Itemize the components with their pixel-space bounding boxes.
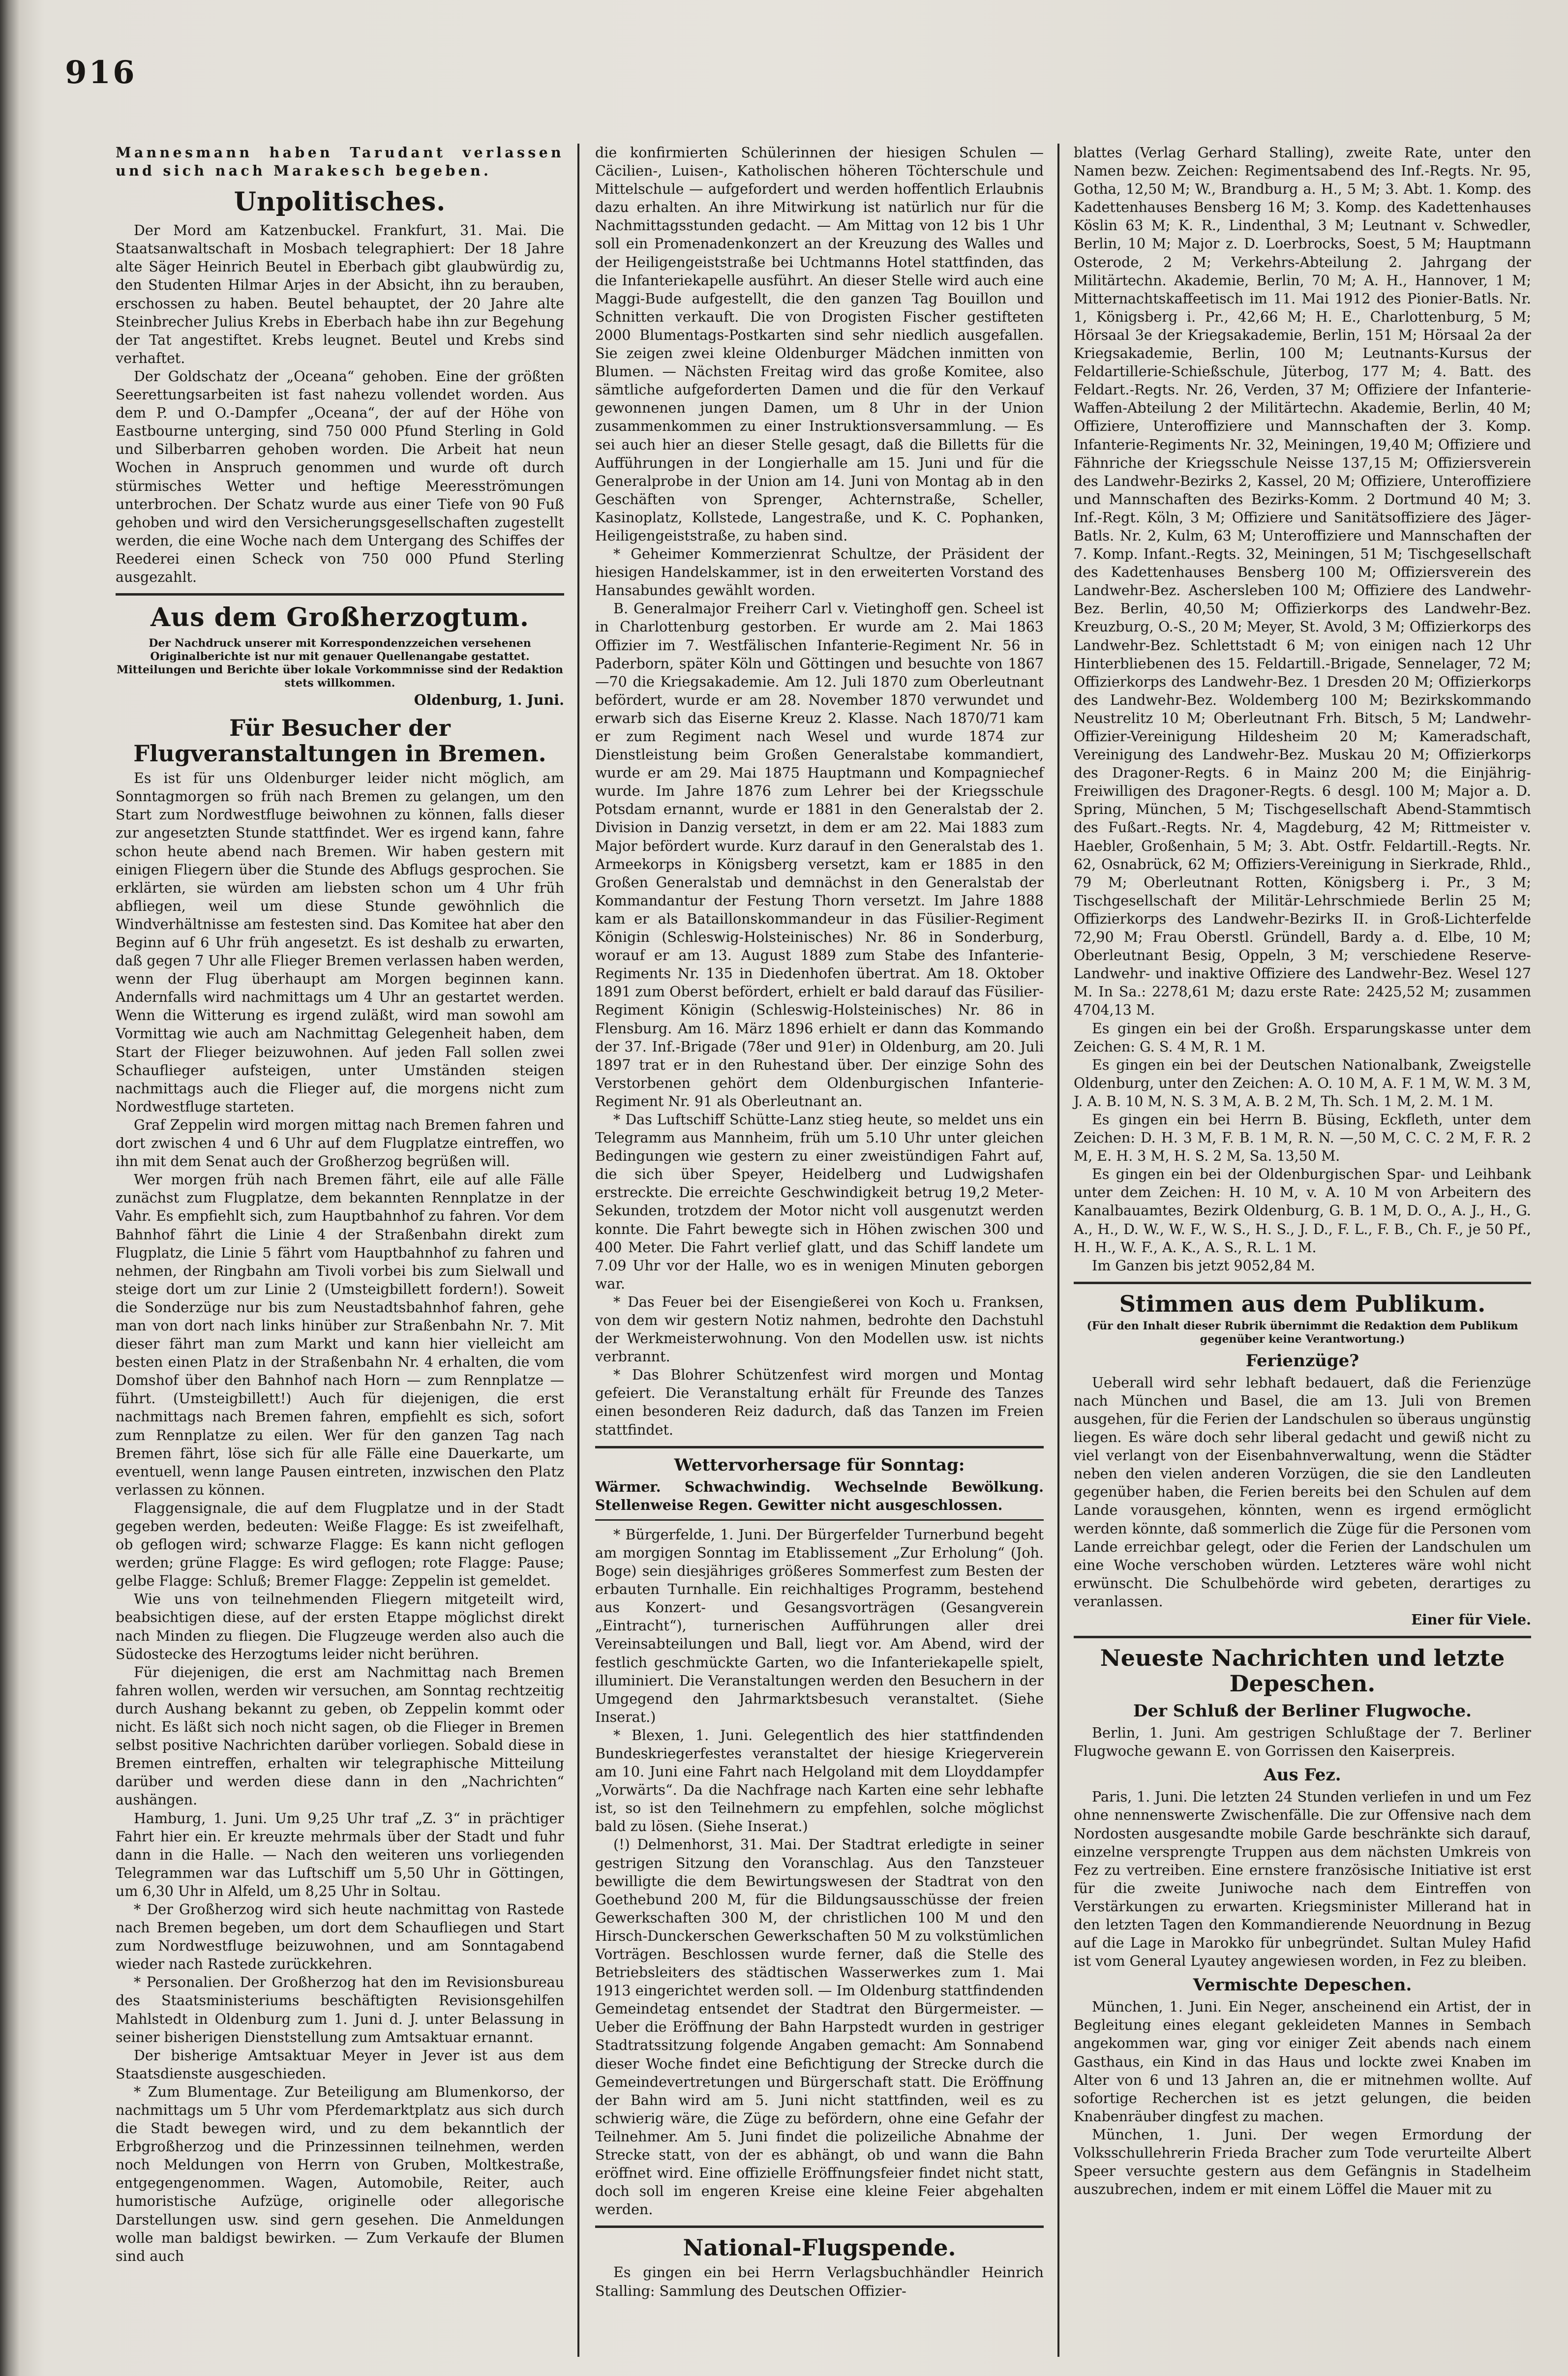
page-number: 916 (65, 54, 137, 91)
article-delmenhorst: (!) Delmenhorst, 31. Mai. Der Stadtrat erledigte in seiner gestrigen Sitzung den Voranschlag. Aus den Tanzsteuer bewilligte die dem Bewirtungswesen der Stadtrat von den Goethebund 200 M, für die Bildungsausschüsse der freien Gewerkschaften 300 M, der christlichen 100 M und den Hirsch-Dunckerschen Gewerkschaften 50 M zu volkstümlichen Vorträgen. Beschlossen wurde ferner, daß die Stelle des Betriebsleiters des städtischen Wasserwerkes zum 1. Mai 1913 eingerichtet werden soll. — Im Oldenburg stattfindenden Gemeindetag entsendet der Stadtrat den Bürgermeister. — Ueber die Eröffnung der Bahn Harpstedt wurden in gestriger Stadtratssitzung folgende Angaben gemacht: Am Sonnabend dieser Woche findet eine Befichtigung der Strecke durch die Gemeindevertretungen und Bürgerschaft statt. Die Eröffnung der Bahn wird am 5. Juni nicht stattfinden, weil es zu schwierig wäre, die Züge zu befördern, ohne eine Gefahr der Teilnehmer. Am 5. Juni findet die polizeiliche Abnahme der Strecke statt, von der es abhängt, ob und wann die Bahn eröffnet wird. Eine offizielle Eröffnungsfeier findet nicht statt, doch soll im engeren Kreise eine kleine Feier abgehalten werden. (595, 1836, 1044, 2218)
donation-total: Im Ganzen bis jetzt 9052,84 M. (1092, 1257, 1315, 1274)
heading-fez: Aus Fez. (1264, 1765, 1341, 1785)
divider (1074, 1282, 1531, 1284)
article-schultze: * Geheimer Kommerzienrat Schultze, der Präsident der hiesigen Handelskammer, ist in den erweiterten Vorstand des Hansabundes gewählt worden. (595, 546, 1044, 599)
article-flug-route: Wie uns von teilnehmenden Fliegern mitgeteilt wird, beabsichtigen diese, auf der ersten Etappe möglichst direkt nach Minden zu fliegen. Die Flugzeuge werden also auch die Südostecke des Herzogtums leider nicht berühren. (116, 1591, 564, 1662)
rubric-disclaimer: (Für den Inhalt dieser Rubrik übernimmt die Redaktion dem Publikum gegenüber keine Verantwortung.) (1086, 1319, 1518, 1346)
article-grossherzog: * Der Großherzog wird sich heute nachmittag von Rastede nach Bremen begeben, um dort dem Schaufliegen und Start zum Nordwestfluge beizuwohnen, und am Sonntagabend wieder nach Rastede zurückkehren. (116, 1901, 564, 1973)
article-schuetzenfest: * Das Blohrer Schützenfest wird morgen und Montag gefeiert. Die Veranstaltung erhält für Freunde des Tanzes einen besonderen Reiz dadurch, daß das Tanzen im Freien stattfindet. (595, 1367, 1044, 1438)
intro-text: Mannesmann haben Tarudant verlassen und sich nach Marakesch begeben. (116, 144, 564, 180)
divider (595, 1446, 1044, 1448)
divider (595, 1519, 1044, 1521)
article-flugspende: Es gingen ein bei Herrn Verlagsbuchhändler Heinrich Stalling: Sammlung des Deutschen Offizier- (595, 2264, 1044, 2299)
column-rule-right (1057, 144, 1059, 2357)
article-vietinghoff: B. Generalmajor Freiherr Carl v. Vietinghoff gen. Scheel ist in Charlottenburg gestorben. Er wurde am 2. Mai 1863 Offizier im 7. Westfälischen Infanterie-Regiment Nr. 56 in Paderborn, später Köln und Göttingen und besuchte von 1867—70 die Kriegsakademie. Am 12. Juli 1870 zum Oberleutnant befördert, wurde er am 28. November 1870 verwundet und erwarb sich das Eiserne Kreuz 2. Klasse. Nach 1870/71 kam er zum Regiment nach Wesel und wurde 1874 zur Dienstleistung beim Großen Generalstabe kommandiert, wurde er am 29. Mai 1875 Hauptmann und Kompagniechef wurde. Im Jahre 1876 zum Lehrer bei der Kriegsschule Potsdam ernannt, wurde er 1881 in den Generalstab der 2. Division in Danzig versetzt, in dem er am 22. Mai 1883 zum Major befördert wurde. Kurz darauf in den Generalstab des 1. Armeekorps in Königsberg versetzt, kam er 1885 in den Großen Generalstab und demnächst in den Generalstab der Kommandantur der Festung Thorn versetzt. Im Jahre 1888 kam er als Bataillonskommandeur in das Füsilier-Regiment Königin (Schleswig-Holsteinisches) Nr. 86 in Sonderburg, worauf er am 13. August 1889 zum Stabe des Infanterie-Regiments Nr. 135 in Diedenhofen übertrat. Am 18. Oktober 1891 zum Oberst befördert, erhielt er bald darauf das Füsilier-Regiment Königin (Schleswig-Holsteinisches) Nr. 86 in Flensburg. Am 16. März 1896 erhielt er dann das Kommando der 37. Inf.-Brigade (78er und 91er) in Oldenburg, am 20. Juli 1897 trat er in den Ruhestand über. Der einzige Sohn des Verstorbenen gehört dem Oldenburgischen Infanterie-Regiment Nr. 91 als Oberleutnant an. (595, 601, 1044, 1110)
article-flug-zeppelin: Graf Zeppelin wird morgen mittag nach Bremen fahren und dort zwischen 4 und 6 Uhr auf dem Flugplatze eintreffen, wo ihn mit dem Senat auch der Großherzog begrüßen will. (116, 1116, 564, 1170)
donation-list: blattes (Verlag Gerhard Stalling), zweite Rate, unter den Namen bezw. Zeichen: Regimentsabend des Inf.-Regts. Nr. 95, Gotha, 12,50 M; W., Brandburg a. H., 5 M; 3. Abt. 1. Komp. des Kadettenhauses Bensberg 16 M; 3. Komp. des Kadettenhauses Köslin 63 M; K. R., Lindenthal, 3 M; Leutnant v. Schwedler, Berlin, 10 M; Major z. D. Loerbrocks, Soest, 5 M; Hauptmann Osterode, 2 M; Verkehrs-Abteilung 2. Jahrgang der Militärtechn. Akademie, Berlin, 70 M; A. H., Hannover, 1 M; Mitternachtskaffeetisch im 11. Mai 1912 des Pionier-Batls. Nr. 1, Königsberg i. Pr., 42,66 M; H. E., Charlottenburg, 5 M; Hörsaal 3e der Kriegsakademie, Berlin, 151 M; Hörsaal 2a der Kriegsakademie, Berlin, 100 M; Leutnants-Kursus der Feldartillerie-Schießschule, Jüterbog, 177 M; 4. Batt. des Feldart.-Regts. Nr. 26, Verden, 37 M; Offiziere der Infanterie-Waffen-Abteilung 2 der Militärtechn. Akademie, Berlin, 40 M; Offiziere, Unteroffiziere und Mannschaften der 3. Komp. Infanterie-Regiments Nr. 32, Meiningen, 19,40 M; Offiziere und Fähnriche der Kriegsschule Neisse 137,15 M; Offiziersverein des Landwehr-Bezirks 2, Kassel, 20 M; Offiziere, Unteroffiziere und Mannschaften des Bezirks-Komm. 2 Dortmund 40 M; 3. Inf.-Regt. Köln, 3 M; Offiziere und Sanitätsoffiziere des Jäger-Batls. Nr. 2, Kulm, 63 M; Unteroffiziere und Mannschaften der 7. Komp. Infant.-Regts. 32, Meiningen, 51 M; Tischgesellschaft des Kadettenhauses Bensberg 100 M; Offiziersverein des Landwehr-Bez. Aschersleben 100 M; Offiziere des Landwehr-Bez. Berlin, 40,50 M; Offizierkorps des Landwehr-Bez. Kreuzburg, O.-S., 20 M; Meyer, St. Avold, 3 M; Offizierkorps des Landwehr-Bez. Schlettstadt 6 M; von einigen nach 12 Uhr Hinterbliebenen des 15. Feldartill.-Brigade, Sennelager, 72 M; Offizierkorps des Landwehr-Bez. 1 Dresden 20 M; Offizierkorps des Landwehr-Bez. Woldemberg 100 M; Bezirkskommando Neustrelitz 10 M; Oberleutnant Frh. Bitsch, 5 M; Landwehr-Offizier-Vereinigung Hildesheim 20 M; Kameradschaft, Vereinigung des Landwehr-Bez. Muskau 20 M; Offizierkorps des Dragoner-Regts. 6 in Mainz 200 M; die Einjährig-Freiwilligen des Dragoner-Regts. 6 desgl. 100 M; Major a. D. Spring, München, 5 M; Tischgesellschaft Abend-Stammtisch des Fußart.-Regts. Nr. 4, Magdeburg, 42 M; Rittmeister v. Haebler, Großenhain, 5 M; 3. Abt. Ostfr. Feldartill.-Regts. Nr. 62, Osnabrück, 62 M; Offiziers-Vereinigung in Sierkrade, Rhld., 79 M; Oberleutnant Rotten, Königsberg i. Pr., 3 M; Tischgesellschaft der Militär-Lehrschmiede Berlin 25 M; Offizierkorps des Landwehr-Bezirks II. in Groß-Lichterfelde 72,90 M; Frau Oberstl. Gründell, Bardy a. d. Elbe, 10 M; Oberleutnant Besig, Oppeln, 3 M; verschiedene Reserve-Landwehr- und inaktive Offiziere des Landwehr-Bez. Wesel 127 M. In Sa.: 2278,61 M; dazu erste Rate: 2425,52 M; zusammen 4704,13 M. (1074, 145, 1531, 1019)
article-muenchen-2: München, 1. Juni. Der wegen Ermordung der Volksschullehrerin Frieda Bracher zum Tode verurteilte Albert Speer versuchte gestern aus dem Gefängnis in Stadelheim auszubrechen, indem er mit einem Löffel die Mauer mit zu (1074, 2126, 1531, 2198)
article-buergerfelde: * Bürgerfelde, 1. Juni. Der Bürgerfelder Turnerbund begeht am morgigen Sonntag im Etablissement „Zur Erholung“ (Joh. Boge) sein diesjähriges größeres Sommerfest zum Besten der erbauten Turnhalle. Ein reichhaltiges Programm, bestehend aus Konzert- und Gesangsvorträgen (Gesangverein „Eintracht“), turnerischen Aufführungen aller drei Vereinsabteilungen und Ball, liegt vor. Am Abend, wird der festlich geschmückte Garten, wo die Infanteriekapelle spielt, illuminiert. Die Veranstaltungen werden den Besuchern in der Umgegend den Jahrmarktsbesuch veranstaltet. (Siehe Inserat.) (595, 1526, 1044, 1725)
heading-ferienzuege: Ferienzüge? (1245, 1351, 1359, 1371)
article-blexen: * Blexen, 1. Juni. Gelegentlich des hier stattfindenden Bundeskriegerfestes veranstaltet der hiesige Kriegerverein am 10. Juni eine Fahrt nach Helgoland mit dem Lloyddampfer „Vorwärts“. Da die Nachfrage nach Karten eine sehr lebhafte ist, so ist den Teilnehmern zu empfehlen, solche möglichst bald zu lösen. (Siehe Inserat.) (595, 1727, 1044, 1835)
donation-buesing: Es gingen ein bei Herrn B. Büsing, Eckfleth, unter dem Zeichen: D. H. 3 M, F. B. 1 M, R. N. —,50 M, C. C. 2 M, F. R. 2 M, E. H. 3 M, H. S. 2 M, Sa. 13,50 M. (1074, 1111, 1531, 1165)
article-meyer: Der bisherige Amtsaktuar Meyer in Jever ist aus dem Staatsdienste ausgeschieden. (116, 2047, 564, 2082)
article-muenchen-1: München, 1. Juni. Ein Neger, anscheinend ein Artist, der in Begleitung eines elegant gekleideten Mannes in Sembach angekommen war, ging vor einiger Zeit abends nach einem Gasthaus, ein Kind in das Haus und lockte zwei Knaben im Alter von 6 und 13 Jahren an, die er mitnehmen wollte. Auf sofortige Recherchen ist es jetzt gelungen, die beiden Knabenräuber dingfest zu machen. (1074, 1999, 1531, 2125)
dateline: Oldenburg, 1. Juni. (414, 692, 564, 709)
article-feuer: * Das Feuer bei der Eisengießerei von Koch u. Franksen, von dem wir gestern Notiz nahmen, bedrohte den Dachstuhl der Werkmeisterwohnung. Von den Modellen usw. ist nichts verbrannt. (595, 1293, 1044, 1365)
article-blumentag: * Zum Blumentage. Zur Beteiligung am Blumenkorso, der nachmittags um 5 Uhr vom Pferdemarktplatz aus sich durch die Stadt bewegen wird, und zu dem bekanntlich der Erbgroßherzog und die Prinzessinnen teilnehmen, werden noch Meldungen von Herrn von Gruben, Moltkestraße, entgegengenommen. Wagen, Automobile, Reiter, auch humoristische Aufzüge, originelle oder allegorische Darstellungen usw. sind gern gesehen. Die Anmeldungen wolle man baldigst bewirken. — Zum Verkaufe der Blumen sind auch (116, 2083, 564, 2264)
column-rule-left (577, 144, 579, 2357)
weather-forecast: Wärmer. Schwachwindig. Wechselnde Bewölkung. Stellenweise Regen. Gewitter nicht ausgeschlossen. (595, 1478, 1044, 1513)
divider (116, 593, 564, 596)
heading-unpolitisches: Unpolitisches. (234, 187, 446, 217)
article-katzenbuckel: Der Mord am Katzenbuckel. Frankfurt, 31. Mai. Die Staatsanwaltschaft in Mosbach telegraphiert: Der 18 Jahre alte Säger Heinrich Beutel in Eberbach gibt glaubwürdig zu, den Studenten Hilmar Arjes in der Absicht, ihn zu berauben, erschossen zu haben. Beutel behauptet, der 20 Jahre alte Steinbrecher Julius Krebs in Eberbach habe ihn zur Begehung der Tat angestiftet. Krebs leugnet. Beutel und Krebs sind verhaftet. (116, 222, 564, 366)
article-flaggensignale: Flaggensignale, die auf dem Flugplatze und in der Stadt gegeben werden, bedeuten: Weiße Flagge: Es ist zweifelhaft, ob geflogen wird; schwarze Flagge: Es kann nicht geflogen werden; grüne Flagge: Es wird geflogen; rote Flagge: Pause; gelbe Flagge: Schluß; Bremer Flagge: Zeppelin ist gemeldet. (116, 1500, 564, 1590)
article-oceana: Der Goldschatz der „Oceana“ gehoben. Eine der größten Seerettungsarbeiten ist fast nahezu vollendet worden. Aus dem P. und O.-Dampfer „Oceana“, der auf der Höhe von Eastbourne unterging, sind 750 000 Pfund Sterling in Gold und Silberbarren gehoben worden. Die Arbeit hat neun Wochen in Anspruch genommen und wurde oft durch stürmisches Wetter und heftige Meeresströmungen unterbrochen. Der Schatz wurde aus einer Tiefe von 90 Fuß gehoben und wird den Versicherungsgesellschaften zugestellt werden, die eine Woche nach dem Untergang des Schiffes der Reederei einen Scheck von 750 000 Pfund Sterling ausgezahlt. (116, 368, 564, 585)
heading-grossherzogtum: Aus dem Großherzogtum. (151, 602, 529, 633)
article-paris: Paris, 1. Juni. Die letzten 24 Stunden verliefen in und um Fez ohne nennenswerte Zwischenfälle. Die zur Offensive nach dem Nordosten ausgesandte mobile Garde beschränkte sich darauf, einzelne versprengte Truppen aus dem nächsten Umkreis von Fez zu vertreiben. Eine ernstere französische Initiative ist erst für die zweite Juniwoche nach dem Eintreffen von Verstärkungen zu erwarten. Kriegsminister Millerand hat in den letzten Tagen den Kommandierende Neuordnung in Bezug auf die Lage in Marokko für unbegründet. Sultan Muley Hafid ist vom General Lyautey angewiesen worden, in Fez zu bleiben. (1074, 1789, 1531, 1970)
letter-signature: Einer für Viele. (1411, 1611, 1531, 1628)
heading-wettervorhersage: Wettervorhersage für Sonntag: (674, 1455, 965, 1475)
heading-neueste-nachrichten: Neueste Nachrichten und letzte Depeschen. (1100, 1645, 1505, 1697)
heading-flugwoche: Der Schluß der Berliner Flugwoche. (1133, 1701, 1472, 1721)
column-3 (1074, 144, 1531, 2198)
donation-leihbank: Es gingen ein bei der Oldenburgischen Spar- und Leihbank unter dem Zeichen: H. 10 M, v. A. 10 M von Arbeitern des Kanalbauamtes, Bezirk Oldenburg, G. B. 1 M, D. O., A. J., H., G. A., H., D. W., W. F., W. S., H. S., J. D., F. L., F. B., Ch. F., je 50 Pf., H. H., W. F., A. K., A. S., R. L. 1 M. (1074, 1166, 1531, 1256)
letter-ferienzuege: Ueberall wird sehr lebhaft bedauert, daß die Ferienzüge nach München und Basel, die am 13. Juli von Bremen ausgehen, für die Ferien der Landschulen so überaus ungünstig liegen. Es wäre doch sehr liberal gedacht und gewiß nicht zu viel verlangt von der Eisenbahnverwaltung, wenn die Städter neben den vielen anderen Vorzügen, die sie den Landleuten gegenüber haben, die Ferien bereits bei den Schulen auf dem Lande vorausgehen, könnten, wenn es irgend ermöglicht werden könnte, daß sommerlich die Züge für die Personen vom Lande erreichbar gelegt, oder die Ferien der Landschulen um eine Woche verschoben würden. Letzteres wäre wohl nicht erwünscht. Die Schulbehörde wird gebeten, derartiges zu veranlassen. (1074, 1374, 1531, 1610)
divider (595, 2226, 1044, 2228)
reprint-notice: Der Nachdruck unserer mit Korrespondenzzeichen versehenen Originalberichte ist nur mit genauer Quellenangabe gestattet. Mitteilungen und Berichte über lokale Vorkommnisse sind der Redaktion stets willkommen. (116, 637, 564, 690)
column-1 (116, 144, 564, 2265)
heading-stimmen: Stimmen aus dem Publikum. (1119, 1290, 1486, 1317)
heading-vermischte: Vermischte Depeschen. (1193, 1975, 1412, 1995)
article-schuette-lanz: * Das Luftschiff Schütte-Lanz stieg heute, so meldet uns ein Telegramm aus Mannheim, früh um 5.10 Uhr unter gleichen Bedingungen wie gestern zu einer zweistündigen Fahrt auf, die sich über Speyer, Heidelberg und Ludwigshafen erstreckte. Die erreichte Geschwindigkeit betrug 19,2 Meter-Sekunden, trotzdem der Motor nicht voll ausgenutzt werden konnte. Die Fahrt bewegte sich in Höhen zwischen 300 und 400 Meter. Die Fahrt verlief glatt, und das Schiff landete um 7.09 Uhr vor der Halle, wo es in wenigen Minuten geborgen war. (595, 1111, 1044, 1292)
donation-nationalbank: Es gingen ein bei der Deutschen Nationalbank, Zweigstelle Oldenburg, unter den Zeichen: A. O. 10 M, A. F. 1 M, W. M. 3 M, J. A. B. 10 M, N. S. 3 M, A. B. 2 M, Th. Sch. 1 M, 2. M. 1 M. (1074, 1056, 1531, 1110)
article-flug-p1: Es ist für uns Oldenburger leider nicht möglich, am Sonntagmorgen so früh nach Bremen zu gelangen, um den Start zum Nordwestfluge beiwohnen zu können, falls dieser zur angesetzten Stunde stattfindet. Wer es irgend kann, fahre schon heute abend nach Bremen. Wir haben gestern mit einigen Fliegern über die Stunde des Abflugs gesprochen. Sie erklärten, sie würden am liebsten schon um 4 Uhr früh abfliegen, weil um diese Stunde gewöhnlich die Windverhältnisse am festesten sind. Das Komitee hat aber den Beginn auf 6 Uhr früh angesetzt. Es ist deshalb zu erwarten, daß gegen 7 Uhr alle Flieger Bremen verlassen haben werden, wenn der Flug überhaupt am Morgen beginnen kann. Andernfalls wird nachmittags um 4 Uhr an gestartet werden. Wenn die Witterung es irgend zuläßt, wird man sowohl am Vormittag wie auch am Nachmittag Gelegenheit haben, dem Start der Flieger beizuwohnen. Auf jeden Fall sollen zwei Schauflieger aufsteigen, unter Umständen steigen nachmittags auch die Flieger auf, die morgens nicht zum Nordwestfluge starteten. (116, 770, 564, 1115)
article-personalien: * Personalien. Der Großherzog hat den im Revisionsbureau des Staatsministeriums beschäftigten Revisionsgehilfen Mahlstedt in Oldenburg zum 1. Juni d. J. unter Belassung in seiner bisherigen Dienststellung zum Amtsaktuar ernannt. (116, 1974, 564, 2045)
donation-ersparungskasse: Es gingen ein bei der Großh. Ersparungskasse unter dem Zeichen: G. S. 4 M, R. 1 M. (1074, 1020, 1531, 1055)
heading-flugveranstaltungen: Für Besucher der Flugveranstaltungen in Bremen. (133, 715, 546, 767)
article-flug-afternoon: Für diejenigen, die erst am Nachmittag nach Bremen fahren wollen, werden wir versuchen, am Sonntag rechtzeitig durch Aushang bekannt zu geben, ob Zeppelin kommt oder nicht. Es läßt sich noch nicht sagen, ob die Flieger in Bremen selbst positive Nachrichten darüber vorliegen. Sobald diese in Bremen eintreffen, erhalten wir telegraphische Mitteilung darüber und werden diese dann in den „Nachrichten“ aushängen. (116, 1664, 564, 1808)
article-berlin: Berlin, 1. Juni. Am gestrigen Schlußtage der 7. Berliner Flugwoche gewann E. von Gorrissen den Kaiserpreis. (1074, 1725, 1531, 1760)
heading-national-flugspende: National-Flugspende. (683, 2234, 956, 2261)
article-hamburg: Hamburg, 1. Juni. Um 9,25 Uhr traf „Z. 3“ in prächtiger Fahrt hier ein. Er kreuzte mehrmals über der Stadt und fuhr dann in die Halle. — Nach den weiteren uns vorliegenden Telegrammen war das Luftschiff um 5,50 Uhr in Göttingen, um 6,30 Uhr in Alfeld, um 8,25 Uhr in Soltau. (116, 1810, 564, 1899)
column-2 (595, 144, 1044, 2300)
divider (1074, 1636, 1531, 1638)
article-blumentag-cont: die konfirmierten Schülerinnen der hiesigen Schulen — Cäcilien-, Luisen-, Katholischen höheren Töchterschule und Mittelschule — aufgefordert und werden hoffentlich Erlaubnis dazu erhalten. An ihre Mitwirkung ist natürlich nur für die Nachmittagsstunden gedacht. — Am Mittag von 12 bis 1 Uhr soll ein Promenadenkonzert an der Kreuzung des Walles und der Heiligengeiststraße bei Uchtmanns Hotel stattfinden, das die Infanteriekapelle ausführt. An dieser Stelle wird auch eine Maggi-Bude aufgestellt, die den ganzen Tag Bouillon und Schnitten verkauft. Die von Drogisten Fischer gestifteten 2000 Blumentags-Postkarten sind sehr niedlich ausgefallen. Sie zeigen zwei kleine Oldenburger Mädchen inmitten von Blumen. — Nächsten Freitag wird das große Komitee, also sämtliche aufgeforderten Damen und die für den Verkauf gewonnenen jungen Damen, um 8 Uhr in der Union zusammenkommen zu einer Instruktionsversammlung. — Es sei auch hier an dieser Stelle gesagt, daß die Billetts für die Aufführungen in der Longierhalle am 15. Juni und für die Generalprobe in der Union am 14. Juni von Montag ab in den Geschäften von Sprenger, Achternstraße, Scheller, Kasinoplatz, Kollstede, Langestraße, und K. C. Pophanken, Heiligengeiststraße, zu haben sind. (595, 145, 1044, 544)
article-flug-directions: Wer morgen früh nach Bremen fährt, eile auf alle Fälle zunächst zum Flugplatze, dem bekannten Rennplatze in der Vahr. Es empfiehlt sich, zum Hauptbahnhof zu fahren. Vor dem Bahnhof fährt die Linie 4 der Straßenbahn direkt zum Flugplatz, die Linie 5 fährt vom Hauptbahnhof zu fahren und nehmen, der Ringbahn am Tivoli vorbei bis zum Sielwall und steige dort um zur Linie 2 (Umsteigbillett fordern!). Soweit die Sonderzüge nur bis zum Neustadtsbahnhof fahren, gehe man von dort nach links hinüber zur Straßenbahn Nr. 7. Mit dieser fährt man zum Markt und kann hier vielleicht am besten einen Platz in der Straßenbahn Nr. 4 erhalten, die vom Domshof über den Bahnhof nach Horn — zum Rennplatze — führt. (Umsteigbillett!) Auch für diejenigen, die erst nachmittags nach Bremen fahren, empfiehlt es sich, sofort zum Rennplatze zu eilen. Wer für den ganzen Tag nach Bremen fährt, löse sich für alle Fälle eine Dauerkarte, um eventuell, wenn lange Pausen eintreten, inzwischen den Platz verlassen zu können. (116, 1172, 564, 1498)
